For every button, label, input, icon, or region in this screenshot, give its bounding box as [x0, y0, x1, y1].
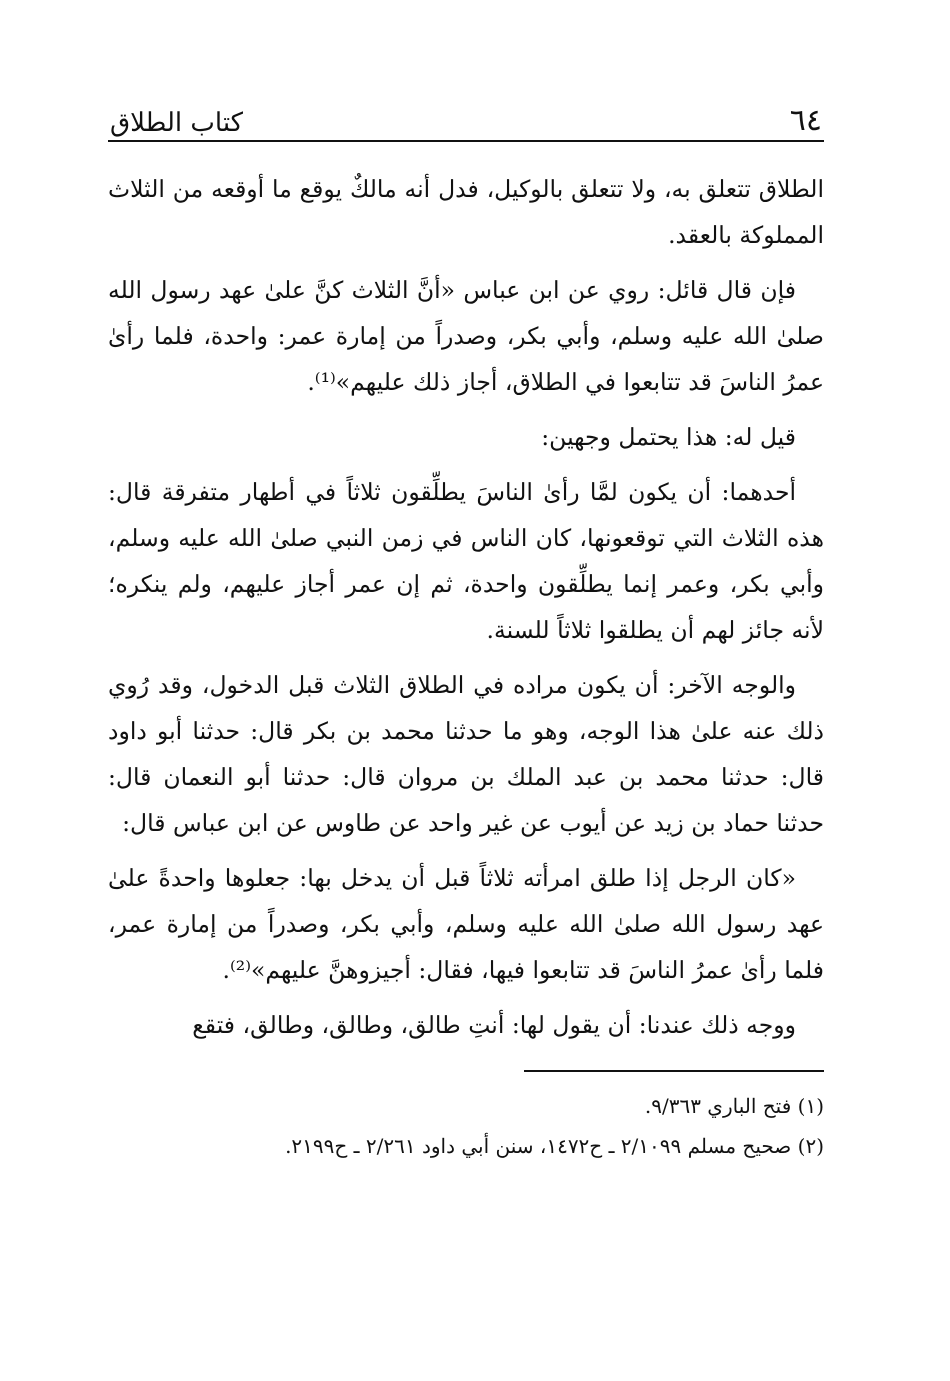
footnote-divider — [524, 1070, 824, 1072]
footnote-1: (١) فتح الباري ٩/٣٦٣. — [644, 1094, 824, 1118]
paragraph-explanation: ووجه ذلك عندنا: أن يقول لها: أنتِ طالق، وطالق، وطالق، فتقع — [192, 1011, 796, 1039]
paragraph-objection: فإن قال قائل: روي عن ابن عباس «أنَّ الثلاث كنَّ علىٰ عهد رسول الله صلىٰ الله عليه وسلم، وأبي بكر، وصدراً من إمارة عمر: واحدة، فلما رأىٰ عمرُ الناسَ قد تتابعوا في الطلاق، أجاز ذلك عليهم»⁽¹⁾. — [108, 276, 824, 396]
paragraph-second-aspect: والوجه الآخر: أن يكون مراده في الطلاق الثلاث قبل الدخول، وقد رُوي ذلك عنه علىٰ هذا الوجه، وهو ما حدثنا محمد بن بكر قال: حدثنا أبو داود قال: حدثنا محمد بن عبد الملك بن مروان قال: حدثنا أبو النعمان قال: حدثنا حماد بن زيد عن أيوب عن غير واحد عن طاوس عن ابن عباس قال: — [108, 671, 824, 837]
paragraph-reply-intro: قيل له: هذا يحتمل وجهين: — [541, 423, 796, 451]
paragraph-continuation: الطلاق تتعلق به، ولا تتعلق بالوكيل، فدل أنه مالكٌ يوقع ما أوقعه من الثلاث المملوكة بالعقد. — [108, 175, 824, 249]
book-page — [108, 96, 824, 1166]
paragraph-first-aspect: أحدهما: أن يكون لمَّا رأىٰ الناسَ يطلِّقون ثلاثاً في أطهار متفرقة قال: هذه الثلاث التي توقعونها، كان الناس في زمن النبي صلىٰ الله عليه وسلم، وأبي بكر، وعمر إنما يطلِّقون واحدة، ثم إن عمر أجاز عليهم، ولم ينكره؛ لأنه جائز لهم أن يطلقوا ثلاثاً للسنة. — [108, 478, 824, 644]
running-title: كتاب الطلاق — [110, 108, 244, 138]
body-text — [108, 166, 824, 1048]
page-number: ٦٤ — [789, 103, 822, 138]
page-header — [108, 96, 824, 142]
footnote-2: (٢) صحيح مسلم ٢/١٠٩٩ ـ ح١٤٧٢، سنن أبي داود ٢/٢٦١ ـ ح٢١٩٩. — [285, 1134, 824, 1158]
footnotes — [108, 1086, 824, 1166]
paragraph-hadith-quote: «كان الرجل إذا طلق امرأته ثلاثاً قبل أن يدخل بها: جعلوها واحدةً علىٰ عهد رسول الله صلىٰ الله عليه وسلم، وأبي بكر، وصدراً من إمارة عمر، فلما رأىٰ عمرُ الناسَ قد تتابعوا فيها، فقال: أجيزوهنَّ عليهم»⁽²⁾. — [108, 864, 824, 984]
